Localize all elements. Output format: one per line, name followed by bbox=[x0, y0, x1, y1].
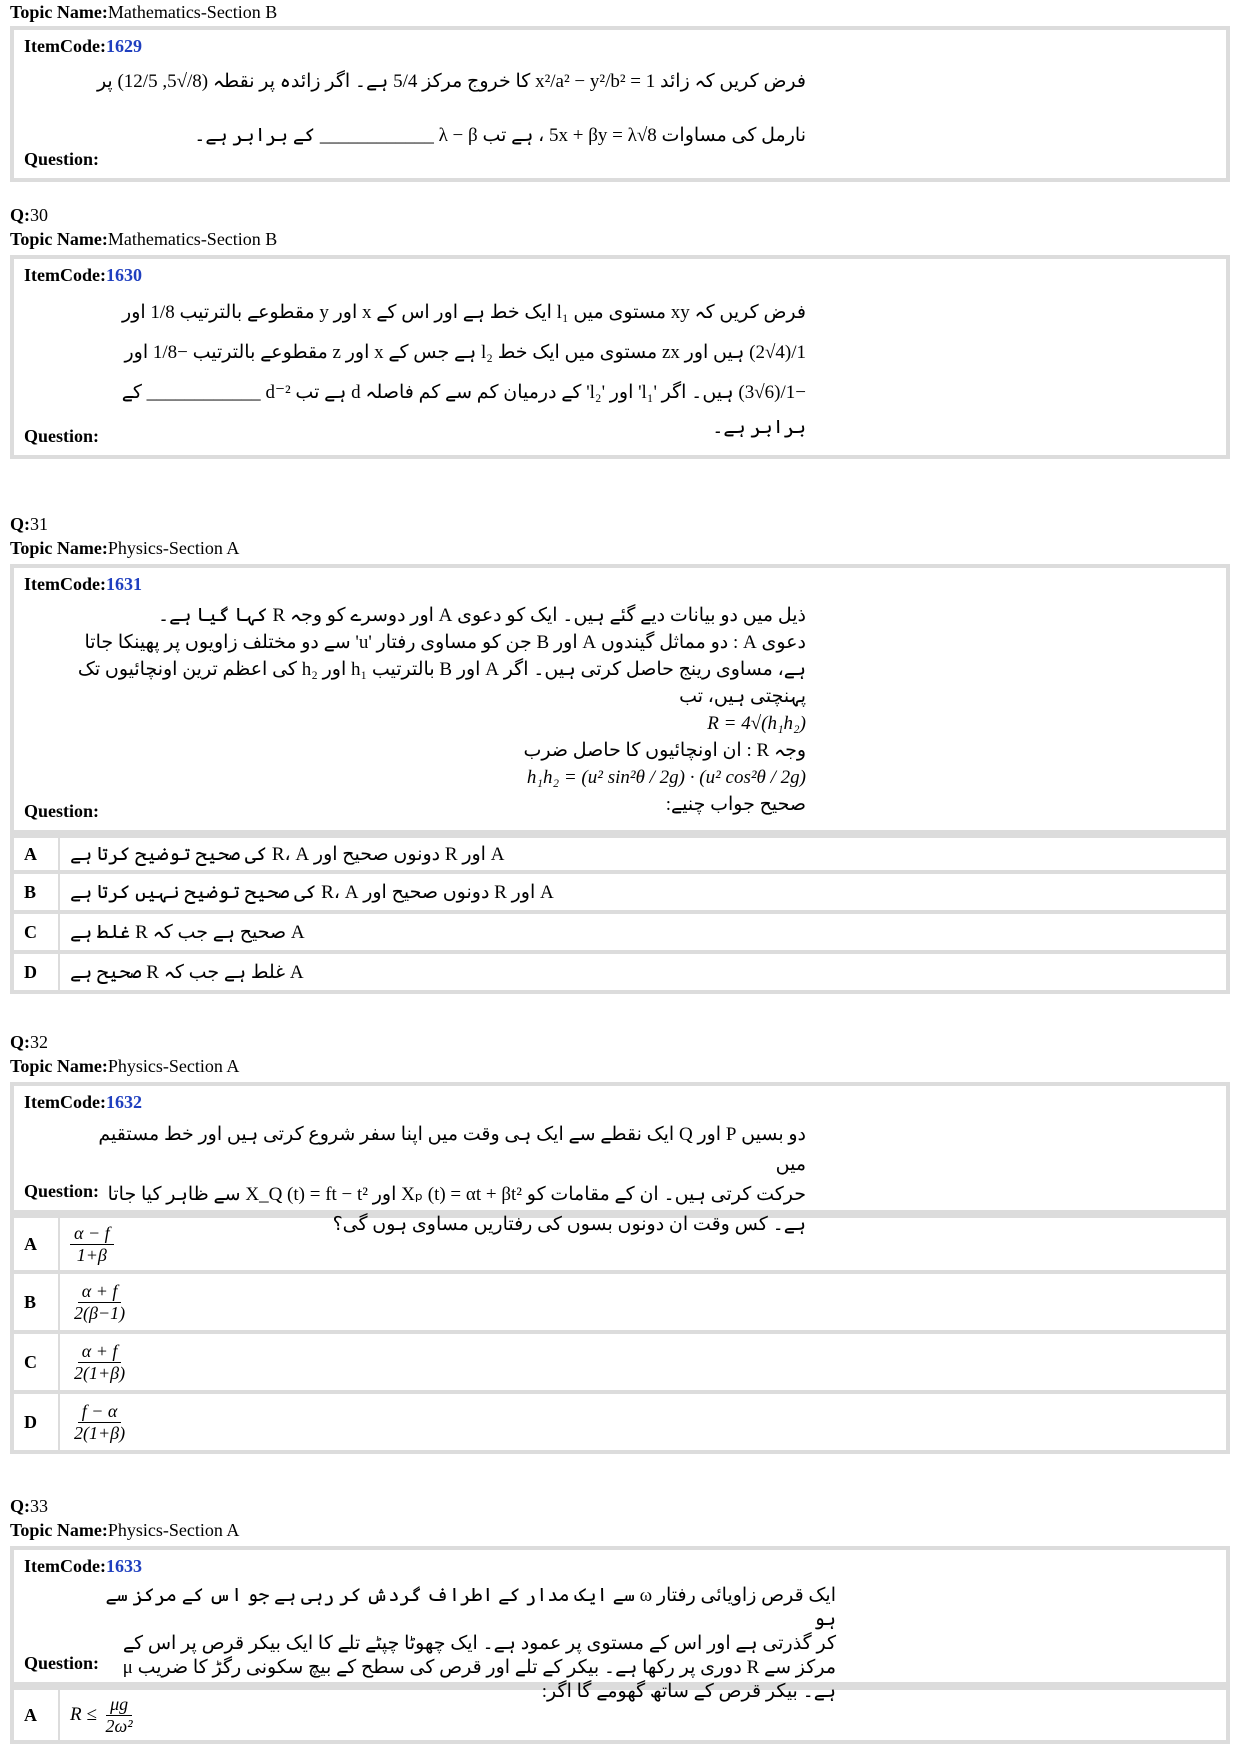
question-text: فرض کریں کہ زائد x²/a² − y²/b² = 1 کا خروج مرکز 5/4 ہے۔ اگر زائدہ پر نقطہ (8/√5, 12/5) پر نارمل کی مساوات 8√5x + βy = λ ، ہے تب λ − β ____________ کے برابر ہے۔ bbox=[96, 71, 806, 146]
option-a[interactable]: A R ≤ $\frac{\mu g}{\text{2ω²}}$ bbox=[10, 1686, 1230, 1744]
item-code: ItemCode:1629 bbox=[24, 36, 142, 56]
fraction: $\frac{\alpha + f}{2(\beta-1)}$ bbox=[74, 1280, 126, 1323]
option-a[interactable]: A A اور R دونوں صحیح اور R، A کی صحیح توضیح کرتا ہے bbox=[10, 834, 1230, 874]
question-number: Q:30 bbox=[10, 205, 48, 225]
question-30 bbox=[10, 203, 1230, 459]
question-label: Question: bbox=[24, 1181, 100, 1201]
question-label: Question: bbox=[24, 426, 100, 446]
question-number: Q:31 bbox=[10, 514, 48, 534]
question-29 bbox=[10, 0, 1230, 182]
question-text: ذیل میں دو بیانات دیے گئے ہیں۔ ایک کو دعوی A اور دوسرے کو وجہ R کہا گیا ہے۔ دعوی A : دو مماثل گیندوں A اور B جن کو مساوی رفتار 'u' سے دو مختلف زاویوں پر پھینکا جاتا ہے، مساوی رینج حاصل کرتی ہیں۔ اگر A اور B بالترتیب h₁ اور h₂ کی اعظم ترین اونچائیوں تک پہنچتی ہیں، تب R = 4√(h₁h₂) وجہ R : ان اونچائیوں کا حاصل ضرب h₁h₂ = (u² sin²θ / 2g) · (u² cos²θ / 2g) صحیح جواب چنیے: bbox=[77, 605, 806, 815]
question-card bbox=[10, 26, 1230, 182]
option-b[interactable]: B $\frac{\alpha + f}{2(\beta-1)}$ bbox=[10, 1274, 1230, 1334]
question-31 bbox=[10, 512, 1230, 994]
question-card bbox=[10, 255, 1230, 459]
item-code: ItemCode:1632 bbox=[24, 1092, 142, 1112]
question-card bbox=[10, 564, 1230, 834]
topic-line: Topic Name:Mathematics-Section B bbox=[10, 2, 278, 22]
option-d[interactable]: D $\frac{f - \alpha}{2(1+\beta)}$ bbox=[10, 1394, 1230, 1454]
topic-line: Topic Name:Physics-Section A bbox=[10, 1520, 240, 1540]
question-card bbox=[10, 1082, 1230, 1235]
fraction: $\frac{\mu g}{\text{2ω²}}$ bbox=[105, 1693, 133, 1736]
option-a[interactable]: A $\frac{\alpha - f}{1+\beta}$ bbox=[10, 1214, 1230, 1274]
item-code: ItemCode:1633 bbox=[24, 1556, 142, 1576]
item-code: ItemCode:1631 bbox=[24, 574, 142, 594]
question-text: دو بسیں P اور Q ایک نقطے سے ایک ہی وقت میں اپنا سفر شروع کرتی ہیں اور خط مستقیم میں حرکت کرتی ہیں۔ ان کے مقامات کو Xₚ (t) = αt + βt² اور X_Q (t) = ft − t² سے ظاہر کیا جاتا ہے۔ کس وقت ان دونوں بسوں کی رفتاریں مساوی ہوں گی؟ bbox=[98, 1124, 806, 1235]
fraction: $\frac{f - \alpha}{2(1+\beta)}$ bbox=[74, 1400, 126, 1443]
question-label: Question: bbox=[24, 149, 100, 169]
item-code: ItemCode:1630 bbox=[24, 265, 142, 285]
question-32 bbox=[10, 1030, 1230, 1454]
option-c[interactable]: C $\frac{\alpha + f}{2(1+\beta)}$ bbox=[10, 1334, 1230, 1394]
option-c[interactable]: C A صحیح ہے جب کہ R غلط ہے bbox=[10, 914, 1230, 954]
option-b[interactable]: B A اور R دونوں صحیح اور R، A کی صحیح توضیح نہیں کرتا ہے bbox=[10, 874, 1230, 914]
question-number: Q:32 bbox=[10, 1032, 48, 1052]
question-label: Question: bbox=[24, 801, 100, 821]
topic-line: Topic Name:Physics-Section A bbox=[10, 1056, 240, 1076]
question-card bbox=[10, 1546, 1230, 1702]
question-text: فرض کریں کہ xy مستوی میں l₁ ایک خط ہے اور اس کے x اور y مقطوعے بالترتیب 1/8 اور 1/(4√2) ہیں اور zx مستوی میں ایک خط l₂ ہے جس کے x اور z مقطوعے بالترتیب −1/8 اور −1/(6√3) ہیں۔ اگر 'l₁' اور 'l₂' کے درمیان کم سے کم فاصلہ d ہے تب d⁻² ____________ کے برابر ہے۔ bbox=[121, 302, 806, 438]
question-text: ایک قرص زاویائی رفتار ω سے ایک مدار کے اطراف گردش کر رہی ہے جو اس کے مرکز سے ہو کر گذرتی ہے اور اس کے مستوی پر عمود ہے۔ ایک چھوٹا چپٹے تلے کا ایک بیکر قرص پر اس کے مرکز سے R دوری پر رکھا ہے۔ بیکر کے تلے اور قرص کی سطح کے بیچ سکونی رگڑ کا ضریب μ ہے۔ بیکر قرص کے ساتھ گھومے گا اگر: bbox=[105, 1585, 836, 1702]
fraction: $\frac{\alpha - f}{1+\beta}$ bbox=[70, 1223, 114, 1266]
topic-line: Topic Name:Physics-Section A bbox=[10, 538, 240, 558]
question-label: Question: bbox=[24, 1653, 100, 1673]
question-33 bbox=[10, 1494, 1230, 1744]
fraction: $\frac{\alpha + f}{2(1+\beta)}$ bbox=[74, 1340, 126, 1383]
option-d[interactable]: D A غلط ہے جب کہ R صحیح ہے bbox=[10, 954, 1230, 994]
topic-line: Topic Name:Mathematics-Section B bbox=[10, 229, 278, 249]
question-number: Q:33 bbox=[10, 1496, 48, 1516]
